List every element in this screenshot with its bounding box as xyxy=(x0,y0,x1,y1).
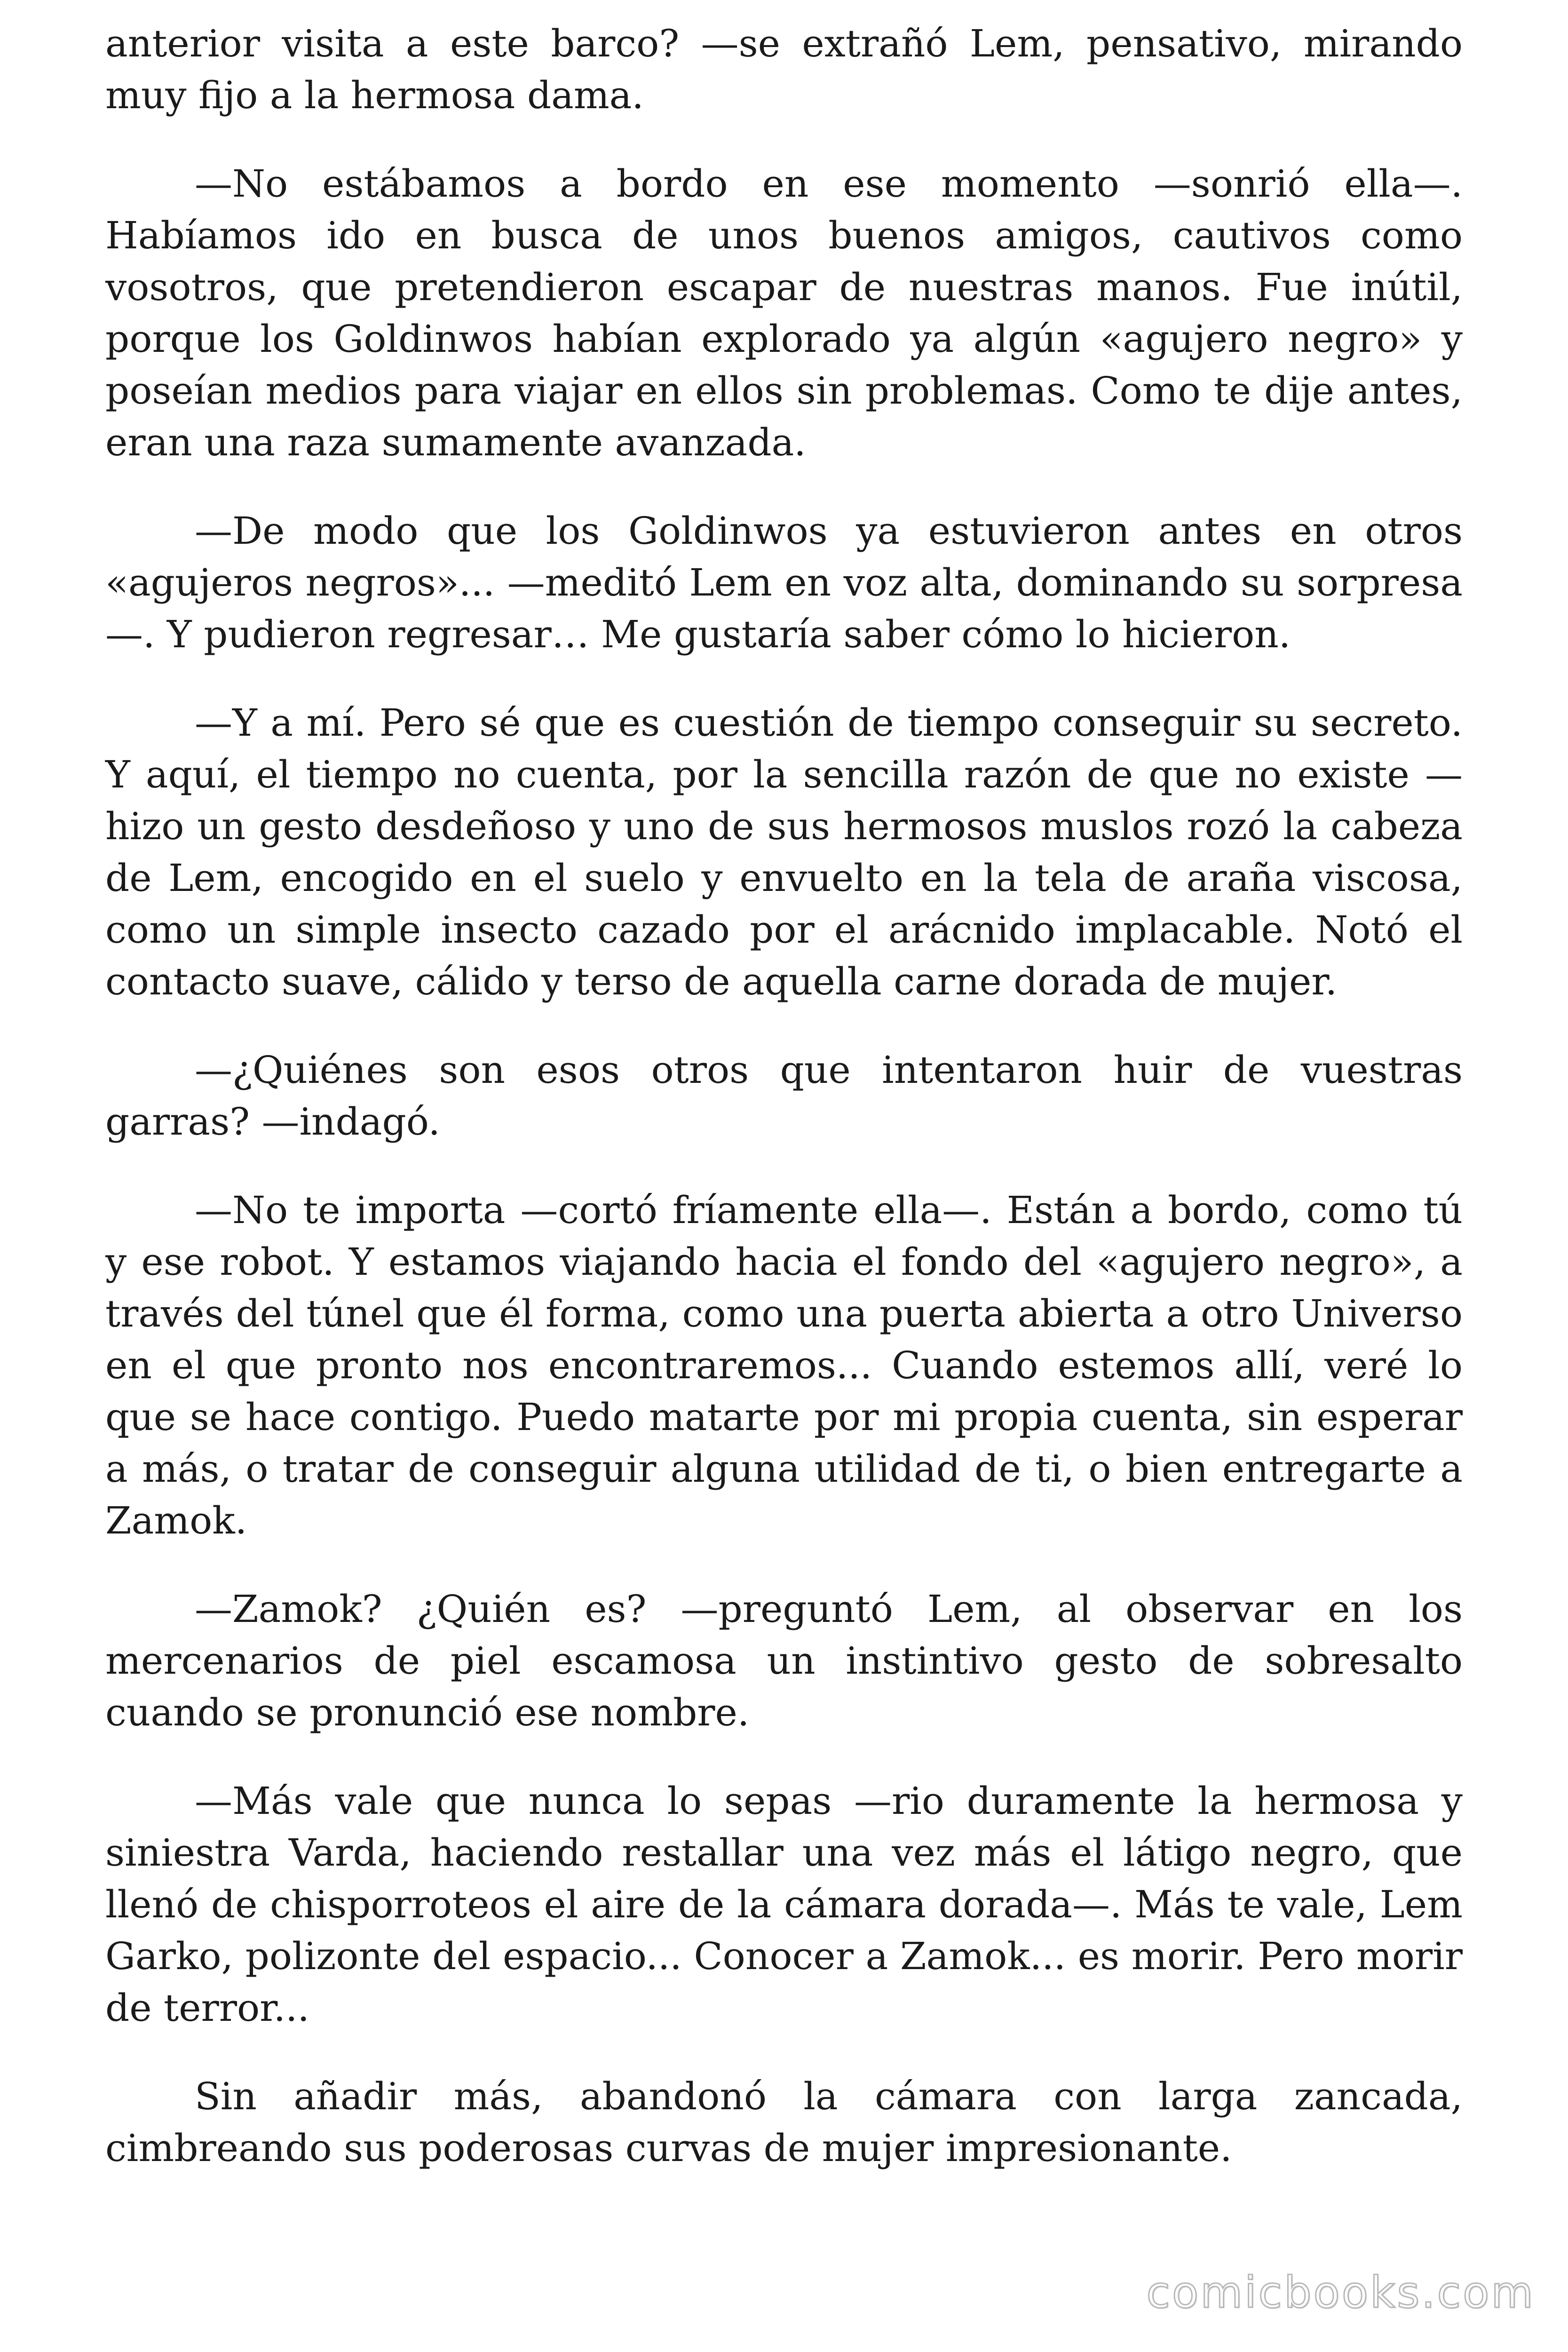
paragraph-8: —Más vale que nunca lo sepas —rio duramente la hermosa y siniestra Varda, haciendo restallar una vez más el látigo negro, que llenó de chisporroteos el aire de la cámara dorada—. Más te vale, Lem Garko, polizonte del espacio... Conocer a Zamok... es morir. Pero morir de terror... xyxy=(105,1779,1463,2030)
paragraph-2: —No estábamos a bordo en ese momento —sonrió ella—. Habíamos ido en busca de unos buenos amigos, cautivos como vosotros, que pretendieron escapar de nuestras manos. Fue inútil, porque los Goldinwos habían explorado ya algún «agujero negro» y poseían medios para viajar en ellos sin problemas. Como te dije antes, eran una raza sumamente avanzada. xyxy=(105,162,1463,464)
page-body xyxy=(105,18,1463,2211)
paragraph-9: Sin añadir más, abandonó la cámara con larga zancada, cimbreando sus poderosas curvas de mujer impresionante. xyxy=(105,2074,1463,2170)
watermark: comicbooks.com xyxy=(1146,2267,1535,2318)
paragraph-6: —No te importa —cortó fríamente ella—. Están a bordo, como tú y ese robot. Y estamos viajando hacia el fondo del «agujero negro», a través del túnel que él forma, como una puerta abierta a otro Universo en el que pronto nos encontraremos... Cuando estemos allí, veré lo que se hace contigo. Puedo matarte por mi propia cuenta, sin esperar a más, o tratar de conseguir alguna utilidad de ti, o bien entregarte a Zamok. xyxy=(105,1188,1463,1542)
paragraph-5: —¿Quiénes son esos otros que intentaron huir de vuestras garras? —indagó. xyxy=(105,1048,1463,1144)
paragraph-4: —Y a mí. Pero sé que es cuestión de tiempo conseguir su secreto. Y aquí, el tiempo no cuenta, por la sencilla razón de que no existe — hizo un gesto desdeñoso y uno de sus hermosos muslos rozó la cabeza de Lem, encogido en el suelo y envuelto en la tela de araña viscosa, como un simple insecto cazado por el arácnido implacable. Notó el contacto suave, cálido y terso de aquella carne dorada de mujer. xyxy=(105,701,1463,1003)
paragraph-7: —Zamok? ¿Quién es? —preguntó Lem, al observar en los mercenarios de piel escamosa un instintivo gesto de sobresalto cuando se pronunció ese nombre. xyxy=(105,1587,1463,1734)
paragraph-1: anterior visita a este barco? —se extrañó Lem, pensativo, mirando muy fijo a la hermosa dama. xyxy=(105,22,1463,117)
paragraph-3: —De modo que los Goldinwos ya estuvieron antes en otros «agujeros negros»... —meditó Lem en voz alta, dominando su sorpresa —. Y pudieron regresar… Me gustaría saber cómo lo hicieron. xyxy=(105,509,1463,656)
